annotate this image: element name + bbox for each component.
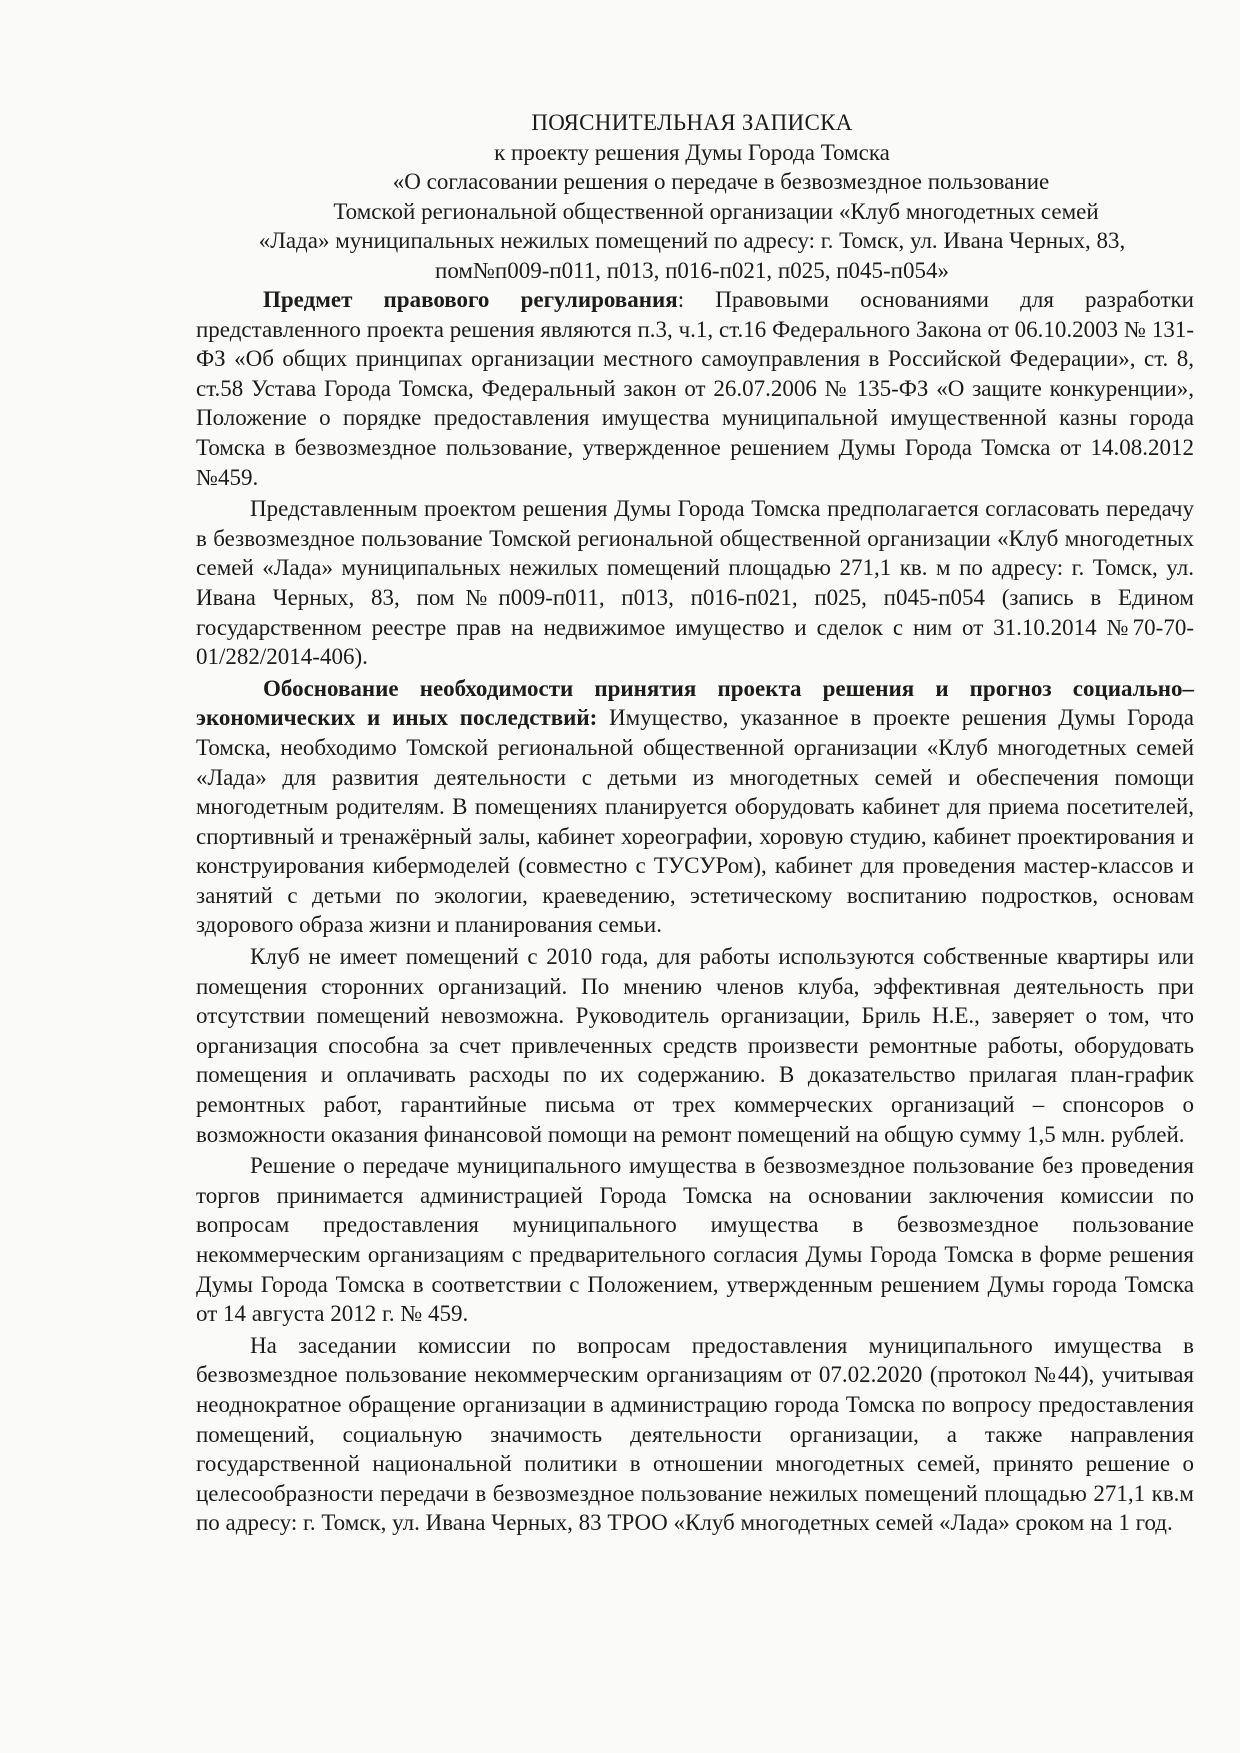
- subject-heading: Предмет правового регулирования: [263, 287, 678, 312]
- proposal-paragraph: Представленным проектом решения Думы Города Томска предполагается согласовать передачу в безвозмездное пользование Томской региональной общественной организации «Клуб многодетных семей «Лада» муниципальных нежилых помещений площадью 271,1 кв. м по адресу: г. Томск, ул. Ивана Черных, 83, пом№п009-п011, п013, п016-п021, п025, п045-п054 (запись в Едином государственном реестре прав на недвижимое имущество и сделок с ним от 31.10.2014 №70-70-01/282/2014-406).: [196, 496, 1194, 670]
- commission-paragraph: На заседании комиссии по вопросам предоставления муниципального имущества в безвозмездное пользование некоммерческим организациям от 07.02.2020 (протокол №44), учитывая неоднократное обращение организации в администрацию города Томска по вопросу предоставления помещений, социальную значимость деятельности организации, а также направления государственной национальной политики в отношении многодетных семей, принято решение о целесообразности передачи в безвозмездное пользование нежилых помещений площадью 271,1 кв.м по адресу: г. Томск, ул. Ивана Черных, 83 ТРОО «Клуб многодетных семей «Лада» сроком на 1 год.: [196, 1332, 1194, 1536]
- subtitle-line: «Лада» муниципальных нежилых помещений по адресу: г. Томск, ул. Ивана Черных, 83,: [258, 228, 1126, 253]
- subtitle-line: «О согласовании решения о передаче в безвозмездное пользование: [392, 169, 1050, 194]
- document-header: [190, 108, 1194, 285]
- subtitle-line: Томской региональной общественной организации «Клуб многодетных семей: [333, 198, 1099, 224]
- justification-text: Имущество, указанное в проекте решения Думы Города Томска, необходимо Томской региональной общественной организации «Клуб многодетных семей «Лада» для развития деятельности с детьми из многодетных семей и обеспечения помощи многодетным родителям. В помещениях планируется оборудовать кабинет для приема посетителей, спортивный и тренажёрный залы, кабинет хореографии, хоровую студию, кабинет проектирования и конструирования кибермоделей (совместно с ТУСУРом), кабинет для проведения мастер-классов и занятий с детьми по экологии, краеведению, эстетическому воспитанию подростков, основам здорового образа жизни и планирования семьи.: [196, 705, 1194, 938]
- procedure-paragraph: Решение о передаче муниципального имущества в безвозмездное пользование без проведения торгов принимается администрацией Города Томска на основании заключения комиссии по вопросам предоставления муниципального имущества в безвозмездное пользование некоммерческим организациям с предварительного согласия Думы Города Томска в форме решения Думы Города Томска в соответствии с Положением, утвержденным решением Думы города Томска от 14 августа 2012 г. № 459.: [196, 1153, 1194, 1327]
- subtitle-line: пом№п009-п011, п013, п016-п021, п025, п045-п054»: [435, 257, 949, 283]
- justification-heading: Обоснование необходимости принятия проекта решения и прогноз социально–экономических и иных последствий:: [196, 675, 1194, 731]
- club-paragraph: Клуб не имеет помещений с 2010 года, для работы используются собственные квартиры или помещения сторонних организаций. По мнению членов клуба, эффективная деятельность при отсутствии помещений невозможна. Руководитель организации, Бриль Н.Е., заверяет о том, что организация способна за счет привлеченных средств произвести ремонтные работы, оборудовать помещения и оплачивать расходы по их содержанию. В доказательство прилагая план-график ремонтных работ, гарантийные письма от трех коммерческих организаций – спонсоров о возможности оказания финансовой помощи на ремонт помещений на общую сумму 1,5 млн. рублей.: [196, 944, 1194, 1147]
- subtitle-line: к проекту решения Думы Города Томска: [494, 139, 890, 165]
- subject-paragraph: [196, 285, 1194, 492]
- justification-paragraph: [196, 674, 1194, 940]
- subject-text: : Правовыми основаниями для разработки представленного проекта решения являются п.3, ч.1, ст.16 Федерального Закона от 06.10.2003 № 131-ФЗ «Об общих принципах организации местного самоуправления в Российской Федерации», ст. 8, ст.58 Устава Города Томска, Федеральный закон от 26.07.2006 № 135-ФЗ «О защите конкуренции», Положение о порядке предоставления имущества муниципальной имущественной казны города Томска в безвозмездное пользование, утвержденное решением Думы Города Томска от 14.08.2012 №459.: [196, 287, 1194, 490]
- document-title: ПОЯСНИТЕЛЬНАЯ ЗАПИСКА: [531, 110, 853, 135]
